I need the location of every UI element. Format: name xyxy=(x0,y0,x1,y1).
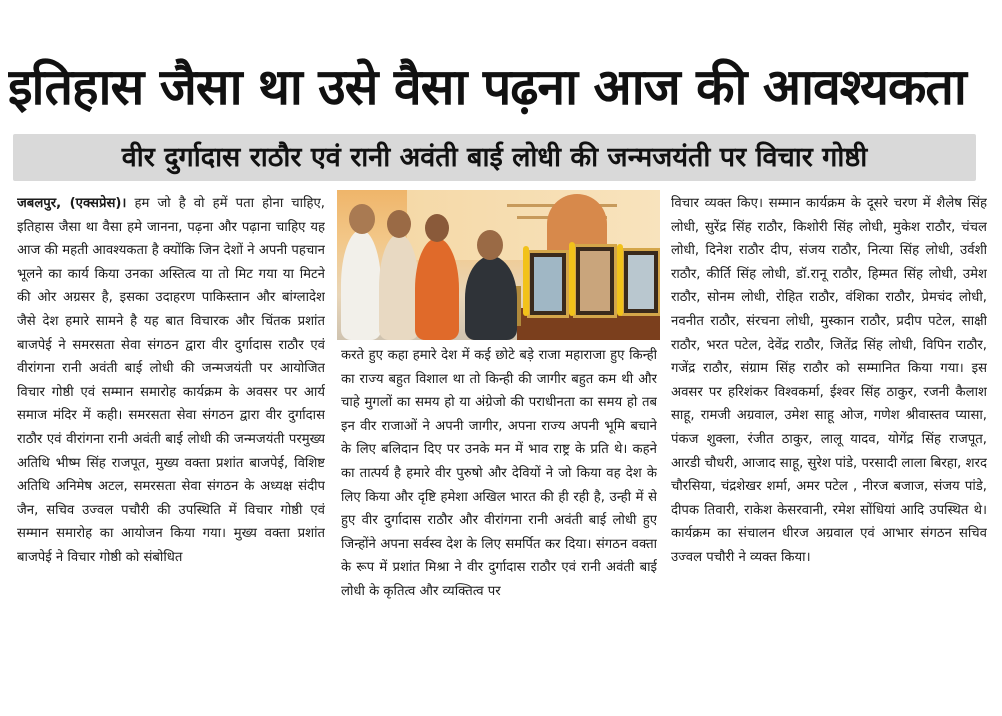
event-photo xyxy=(337,190,660,340)
article-column-2: करते हुए कहा हमारे देश में कई छोटे बड़े राजा महाराजा हुए किन्ही का राज्य बहुत विशाल था तो किन्ही की जागीर बहुत कम थी और चाहे मुगलों का समय हो या अंग्रेजो की पराधीनता का समय हो तब इन वीर राजाओं ने अपनी जागीर, अपना राज्य अपनी भूमि बचाने के लिए बलिदान दिए पर उनके मन में भाव राष्ट्र के प्रति थे। कहने का तात्पर्य है हमारे वीर पुरुषो और देवियों ने जो किया वह देश के लिए किया और दृष्टि हमेशा अखिल भारत की ही रही है, उन्ही में से हुए वीर दुर्गादास राठौर और वीरांगना रानी अवंती बाई लोधी हुए जिन्होंने अपना सर्वस्व देश के लिए समर्पित कर दिया। संगठन वक्ता के रूप में प्रशांत मिश्रा ने वीर दुर्गादास राठौर एवं रानी अवंती बाई लोधी के कृतित्व और व्यक्तित्व पर xyxy=(341,348,657,599)
article-column-3: विचार व्यक्त किए। सम्मान कार्यक्रम के दूसरे चरण में शैलेष सिंह लोधी, सुरेंद्र सिंह राठौर, किशोरी सिंह लोधी, मुकेश राठौर, चंचल लोधी, दिनेश राठौर दीप, संजय राठौर, नित्या सिंह लोधी, उर्वशी राठौर, कीर्ति सिंह लोधी, डॉ.रानू राठौर, हिम्मत सिंह लोधी, उमेश राठौर, सोनम लोधी, रोहित राठौर, वंशिका राठौर, प्रेमचंद लोधी, नवनीत राठौर, संरचना लोधी, मुस्कान राठौर, प्रदीप पटेल, साक्षी राठौर, भरत पटेल, देवेंद्र राठौर, जितेंद्र सिंह लोधी, विपिन राठौर, गजेंद्र राठौर, संग्राम सिंह राठौर को सम्मानित किया गया। इस अवसर पर हरिशंकर विश्वकर्मा, ईश्वर सिंह ठाकुर, रजनी कैलाश साहू, रामजी अग्रवाल, उमेश साहू ओज, गणेश श्रीवास्तव प्यासा, पंकज शुक्ला, रंजीत ठाकुर, लालू यादव, योगेंद्र सिंह राजपूत, आरडी चौधरी, आजाद साहू, सुरेश पांडे, परसादी लाला बिरहा, शरद चौरसिया, चंद्रशेखर शर्मा, अमर पटेल , नीरज बजाज, संजय पांडे, दीपक तिवारी, राकेश केसरवानी, रमेश सोंधियां आदि उपस्थित थे। कार्यक्रम का संचालन धीरज अग्रवाल एवं आभार संगठन सचिव उज्वल पचौरी ने व्यक्त किया। xyxy=(671,196,987,565)
article-headline: इतिहास जैसा था उसे वैसा पढ़ना आज की आवश्यकता xyxy=(8,58,966,116)
portrait-frame-1 xyxy=(527,250,569,318)
guest-person-2 xyxy=(379,234,419,340)
article-subheadline: वीर दुर्गादास राठौर एवं रानी अवंती बाई लोधी की जन्मजयंती पर विचार गोष्ठी xyxy=(121,142,868,173)
column-1-body: हम जो है वो हमें पता होना चाहिए, इतिहास जैसा था वैसा हमे जानना, पढ़ना और पढ़ाना चाहिए यह आज की महती आवश्यकता है क्योंकि जिन देशों ने अपनी पहचान भूलने का कार्य किया उनका अस्तित्व या तो मिट गया या मिटने की ओर अग्रसर है, इसका उदाहरण पाकिस्तान और बांग्लादेश जैसे देश हमारे सामने है यह बात विचारक और चिंतक प्रशांत बाजपेई ने समरसता सेवा संगठन द्वारा वीर दुर्गादास राठौर एवं वीरांगना रानी अवंती बाई लोधी की जन्मजयंती पर आयोजित विचार गोष्ठी एवं सम्मान समारोह कार्यक्रम के अवसर पर आर्य समाज मंदिर में कही। समरसता सेवा संगठन द्वारा वीर दुर्गादास राठौर एवं वीरांगना रानी अवंती बाई लोधी की जन्मजयंती परमुख्य अतिथि भीष्म सिंह राजपूत, मुख्य वक्ता प्रशांत बाजपेई, विशिष्ट अतिथि अनिमेष अटल, समरसता सेवा संगठन के अध्यक्ष संदीप जैन, सचिव उज्वल पचौरी की उपस्थिति में विचार गोष्ठी एवं सम्मान समारोह का आयोजन किया गया। मुख्य वक्ता प्रशांत बाजपेई ने विचार गोष्ठी को संबोधित xyxy=(17,196,325,565)
portrait-frame-3 xyxy=(621,248,660,316)
guest-person-3 xyxy=(415,238,459,340)
guest-person-4 xyxy=(465,256,517,340)
article-column-1 xyxy=(17,192,325,698)
portrait-frame-2 xyxy=(573,244,617,318)
guest-person-1 xyxy=(341,230,381,340)
article-dateline: जबलपुर, (एक्सप्रेस)। xyxy=(17,196,127,211)
